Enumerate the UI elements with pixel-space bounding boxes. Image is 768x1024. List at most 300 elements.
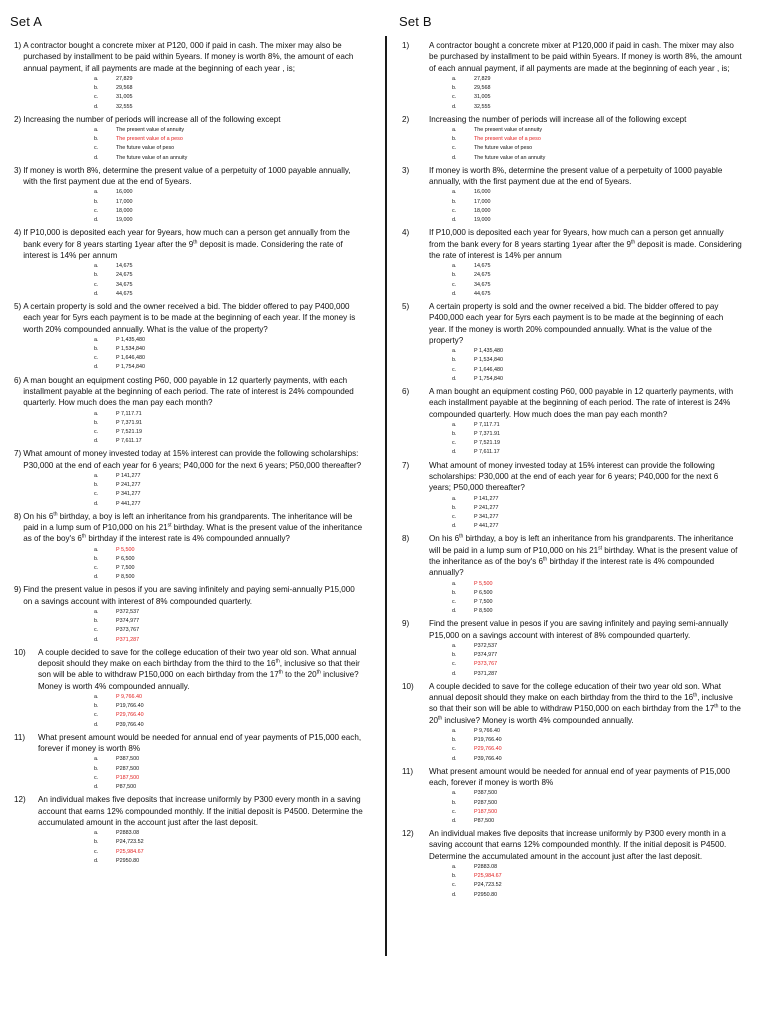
option-letter: d. [452,375,457,382]
question-text [402,227,742,261]
option-value: P25,984.67 [474,873,502,880]
option-letter: a. [452,348,457,355]
option-letter: a. [452,642,457,649]
option-letter: a. [94,830,99,837]
options-list [14,336,366,373]
option-letter: c. [94,207,99,214]
option-item [14,774,366,783]
option-item [14,207,366,216]
set-a-column [14,40,366,868]
option-value: P 1,754,840 [116,364,145,371]
option-item [14,198,366,207]
option-letter: a. [94,472,99,479]
set-b-column [402,40,742,902]
option-value: 29,568 [474,85,491,92]
option-value: 16,000 [474,189,491,196]
option-letter: b. [94,482,99,489]
option-letter: d. [94,574,99,581]
option-item [14,428,366,437]
option-item [402,863,742,872]
option-item [14,345,366,354]
question-body: A couple decided to save for the college education of their two year old son. What annual deposit should they make on each birthday from the third to the 16th, inclusive so that their son will be able to withdraw P150,000 on each birthday from the 17th to the 20th inclusive? Money is worth 4% compounded annually. [429,681,741,725]
question-8 [402,533,742,616]
question-body: On his 6th birthday, a boy is left an inheritance from his grandparents. The inheritance will be paid in a lump sum of P10,000 on his 21st birthday. What is the present value of the inheritance as of the boy's 6th birthday if the interest rate is 4% compounded annually? [23,511,363,544]
option-value: The present value of a peso [116,136,183,143]
option-value: 17,000 [116,198,133,205]
option-value: P287,500 [474,799,498,806]
set-b-title: Set B [399,14,432,29]
option-item [14,838,366,847]
question-8 [14,511,366,583]
options-list [402,642,742,679]
option-value: 14,675 [116,263,133,270]
options-list [402,727,742,764]
option-item [14,693,366,702]
option-item [14,564,366,573]
question-number: 12) [402,829,414,839]
question-5 [402,301,742,384]
question-body: A contractor bought a concrete mixer at P120,000 if paid in cash. The mixer may also be purchased by installment to be paid within 5years. If money is worth 8%, the amount of each annual payment, if all payments are made at the beginning of each year , is; [429,41,742,73]
option-letter: c. [94,491,99,498]
option-value: 16,000 [116,189,133,196]
option-value: P 7,500 [474,598,493,605]
option-value: 18,000 [474,207,491,214]
option-letter: d. [94,857,99,864]
option-value: 19,000 [116,217,133,224]
option-value: The present value of annuity [116,127,185,133]
option-letter: c. [94,848,99,855]
question-number: 1) [402,41,410,50]
option-value: P 141,277 [474,495,499,502]
option-value: P 1,534,840 [474,357,503,364]
option-value: P 1,435,480 [474,348,503,355]
question-10 [402,681,742,764]
option-item [14,419,366,428]
option-letter: b. [94,419,99,426]
question-number: 8) [402,534,410,544]
option-letter: d. [452,670,457,677]
question-text [14,227,366,261]
option-value: P87,500 [116,784,137,791]
option-letter: d. [94,364,99,371]
question-text [14,647,366,692]
options-list [402,789,742,826]
option-value: P39,766.40 [474,755,502,762]
option-value: P 7,521.19 [116,428,142,435]
option-value: The future value of peso [116,145,175,152]
option-value: P 9,766.40 [116,694,142,701]
option-value: 32,555 [474,103,491,110]
question-text [402,165,742,188]
option-letter: d. [94,217,99,224]
option-item [402,817,742,826]
option-value: P 7,117.71 [116,410,142,417]
option-value: P87,500 [474,817,495,824]
question-text [402,301,742,346]
option-value: P 7,500 [116,565,135,572]
option-letter: a. [94,609,99,616]
option-letter: a. [94,756,99,763]
option-item [14,617,366,626]
option-item [14,500,366,509]
question-7 [14,448,366,508]
question-text [402,681,742,726]
option-item [402,103,742,112]
question-7 [402,460,742,532]
option-value: P387,500 [116,756,140,763]
option-letter: c. [452,281,457,288]
option-item [402,439,742,448]
option-letter: a. [452,421,457,428]
option-item [402,144,742,153]
question-number: 2) [14,114,22,124]
option-value: P 5,500 [116,546,135,553]
option-item [14,126,366,135]
question-text [14,511,366,545]
option-item [402,347,742,356]
option-letter: a. [452,790,457,797]
option-value: P 241,277 [474,504,499,511]
option-value: P 1,646,480 [474,366,503,373]
option-value: 44,675 [474,290,491,297]
option-item [402,135,742,144]
question-body: If money is worth 8%, determine the present value of a perpetuity of 1000 payable annually, with the first payment due at the end of 5years. [23,165,351,187]
option-item [14,154,366,163]
question-3 [402,165,742,225]
option-item [14,546,366,555]
option-letter: c. [452,598,457,605]
option-value: 14,675 [474,263,491,270]
option-item [402,188,742,197]
question-number: 11) [402,766,414,776]
option-letter: b. [94,765,99,772]
option-value: P 1,435,480 [116,336,145,343]
question-text [402,460,742,494]
option-value: 24,675 [474,272,491,279]
option-value: P 441,277 [474,523,499,530]
question-number: 5) [402,301,410,311]
option-item [402,736,742,745]
question-number: 3) [14,165,22,175]
option-value: P 6,500 [116,555,135,562]
option-letter: d. [94,154,99,161]
option-value: P374,977 [474,652,498,659]
option-letter: b. [452,873,457,880]
option-item [14,281,366,290]
question-2 [402,114,742,163]
option-item [402,504,742,513]
question-number: 3) [402,165,410,175]
option-letter: d. [452,290,457,297]
option-value: P287,500 [116,765,140,772]
options-list [402,75,742,112]
option-letter: d. [452,103,457,110]
option-letter: c. [452,746,457,753]
option-item [402,727,742,736]
option-value: P 7,611.17 [474,449,500,456]
option-item [402,375,742,384]
option-value: P373,767 [474,661,498,668]
option-letter: c. [452,145,457,152]
option-letter: b. [94,555,99,562]
option-item [14,472,366,481]
option-letter: b. [452,431,457,438]
question-body: On his 6th birthday, a boy is left an inheritance from his grandparents. The inheritance will be paid in a lump sum of P10,000 on his 21st birthday. What is the present value of the inheritance as of the boy's 6th birthday if the interest rate is 4% compounded annually? [429,533,738,578]
option-value: P2950.80 [474,891,498,898]
option-item [14,437,366,446]
option-letter: b. [94,272,99,279]
question-text [402,828,742,862]
options-list [14,188,366,225]
option-value: P187,500 [474,808,498,815]
option-letter: b. [452,799,457,806]
option-value: The future value of an annuity [116,154,188,161]
option-item [402,93,742,102]
option-letter: d. [94,500,99,507]
option-letter: a. [452,189,457,196]
option-item [402,522,742,531]
question-text [14,165,366,188]
option-letter: c. [94,355,99,362]
option-value: 18,000 [116,207,133,214]
option-letter: c. [452,440,457,447]
option-item [402,670,742,679]
option-item [402,84,742,93]
option-value: P19,766.40 [474,737,502,744]
option-item [402,154,742,163]
option-item [402,745,742,754]
option-letter: a. [94,75,99,82]
option-item [402,808,742,817]
question-number: 10) [14,647,26,657]
option-letter: a. [94,694,99,701]
option-letter: a. [94,546,99,553]
option-value: 34,675 [474,281,491,288]
question-text [14,584,366,607]
question-number: 9) [402,619,410,629]
options-list [402,188,742,225]
question-5 [14,301,366,373]
option-value: P2883.08 [474,864,498,871]
option-value: P 141,277 [116,472,141,479]
option-value: 17,000 [474,198,491,205]
option-value: P 7,611.17 [116,438,142,445]
options-list [402,421,742,458]
question-number: 1) [14,41,22,50]
option-value: 31,005 [474,94,491,101]
option-value: P 341,277 [474,513,499,520]
options-list [402,580,742,617]
option-value: P19,766.40 [116,703,144,710]
question-9 [14,584,366,644]
option-value: 27,829 [474,75,491,82]
option-letter: c. [94,94,99,101]
option-item [402,207,742,216]
option-value: P373,767 [116,627,140,634]
option-value: P2883.08 [116,830,140,837]
option-value: 19,000 [474,217,491,224]
question-number: 12) [14,795,26,805]
question-body: If money is worth 8%, determine the present value of a perpetuity of 1000 payable annually, with the first payment due at the end of 5years. [429,165,723,187]
question-text [402,533,742,578]
question-text [402,40,742,74]
question-text [402,114,742,125]
option-item [14,363,366,372]
option-value: P387,500 [474,790,498,797]
option-item [14,608,366,617]
question-body: A man bought an equipment costing P60, 000 payable in 12 quarterly payments, with each installment payable at the beginning of each period. The rate of interest is 24% compounded quarterly. How much does the man pay each month? [23,375,354,408]
options-list [14,755,366,792]
option-item [402,881,742,890]
option-item [402,789,742,798]
option-letter: b. [452,136,457,143]
option-value: P187,500 [116,774,140,781]
option-letter: b. [94,703,99,710]
option-item [402,198,742,207]
question-10 [14,647,366,730]
option-item [402,216,742,225]
option-letter: d. [452,449,457,456]
option-item [14,702,366,711]
option-letter: c. [452,661,457,668]
option-letter: c. [94,428,99,435]
options-list [14,75,366,112]
option-item [402,872,742,881]
options-list [14,262,366,299]
question-body: Increasing the number of periods will increase all of the following except [23,114,281,124]
question-number: 7) [402,460,410,470]
option-value: 24,675 [116,272,133,279]
option-value: P 1,754,840 [474,375,503,382]
question-body: A certain property is sold and the owner received a bid. The bidder offered to pay P400,000 each year for 5yrs each payment is to be made at the beginning of each year. If the money is worth 20% compounded annually. What is the value of the property? [429,301,724,345]
option-letter: c. [452,513,457,520]
option-item [14,765,366,774]
option-value: P 1,646,480 [116,355,145,362]
option-value: P 7,371.91 [116,419,142,426]
option-letter: a. [452,75,457,82]
option-item [402,580,742,589]
question-body: If P10,000 is deposited each year for 9years, how much can a person get annually from the bank every for 8 years starting 1year after the 9th deposit is made. Considering the rate of interest is 14% per annum [23,228,350,260]
option-letter: d. [452,608,457,615]
option-item [14,829,366,838]
option-letter: c. [94,627,99,634]
option-value: The future value of an annuity [474,154,546,161]
option-value: 31,005 [116,94,133,101]
option-letter: a. [452,263,457,270]
option-letter: b. [452,198,457,205]
option-item [14,216,366,225]
option-letter: d. [94,290,99,297]
option-value: P39,766.40 [116,721,144,728]
option-letter: b. [452,504,457,511]
question-text [14,794,366,828]
option-letter: d. [452,755,457,762]
option-item [14,144,366,153]
option-letter: c. [452,207,457,214]
option-value: The present value of annuity [474,127,543,133]
question-body: Find the present value in pesos if you are saving infinitely and paying semi-annually P15,000 on a savings account with interest of 8% compounded quarterly. [23,585,355,606]
option-letter: b. [94,136,99,143]
option-item [402,421,742,430]
option-value: P24,723.52 [474,882,502,889]
option-item [14,848,366,857]
question-number: 10) [402,681,414,691]
question-number: 8) [14,511,22,521]
option-letter: d. [452,217,457,224]
option-letter: c. [94,281,99,288]
option-letter: c. [452,808,457,815]
option-letter: a. [94,189,99,196]
option-item [402,755,742,764]
option-item [14,336,366,345]
option-value: P 8,500 [474,608,493,615]
option-item [402,448,742,457]
option-item [402,607,742,616]
option-letter: b. [452,652,457,659]
question-number: 11) [14,732,26,742]
option-item [402,430,742,439]
question-6 [402,386,742,458]
question-body: A certain property is sold and the owner received a bid. The bidder offered to pay P400,000 each year for 5yrs each payment is to be made at the beginning of each year. If the money is worth 20% compounded annually. What is the value of the property? [23,301,356,334]
option-value: The present value of a peso [474,136,541,143]
question-number: 4) [14,228,22,238]
options-list [14,410,366,447]
option-item [14,188,366,197]
question-text [14,448,366,471]
question-text [402,766,742,789]
options-list [14,126,366,163]
option-letter: a. [452,127,457,133]
option-item [402,356,742,365]
option-item [14,711,366,720]
option-value: P 6,500 [474,589,493,596]
option-value: P29,766.40 [116,712,144,719]
question-4 [14,227,366,299]
question-12 [402,828,742,900]
question-body: Find the present value in pesos if you are saving infinitely and paying semi-annually P15,000 on a savings account with interest of 8% compounded quarterly. [429,619,729,640]
option-value: P 341,277 [116,491,141,498]
options-list [402,495,742,532]
options-list [14,829,366,866]
question-text [14,40,366,74]
options-list [14,546,366,583]
option-letter: a. [94,127,99,133]
option-letter: a. [452,727,457,734]
question-11 [402,766,742,826]
question-body: An individual makes five deposits that increase uniformly by P300 every month in a saving account that earns 12% compounded monthly. If the initial deposit is P4500. Determine the accumulated amount in the account just after the last deposit. [429,829,727,861]
option-value: 32,555 [116,103,133,110]
option-item [14,626,366,635]
question-body: What amount of money invested today at 15% interest can provide the following scholarships: P30,000 at the end of each year for 6 years; P40,000 for the next 6 years; P50,000 thereafter? [23,449,362,470]
option-value: P29,766.40 [474,746,502,753]
option-value: P372,537 [116,609,140,616]
options-list [14,693,366,730]
options-list [402,347,742,384]
option-letter: d. [452,523,457,530]
question-text [402,618,742,641]
question-9 [402,618,742,678]
option-item [402,598,742,607]
option-letter: a. [94,263,99,270]
question-body: An individual makes five deposits that increase uniformly by P300 every month in a saving account that earns 12% compounded monthly. If the initial deposit is P4500. Determine the accumulated amount in the account just after the last deposit. [38,795,363,827]
question-3 [14,165,366,225]
question-body: A contractor bought a concrete mixer at P120, 000 if paid in cash. The mixer may also be purchased by installment to be paid within 5years. If money is worth 8%, the amount of each annual payment, if all payments are made at the beginning of each year , is; [23,41,354,73]
option-value: P 8,500 [116,574,135,581]
question-1 [14,40,366,112]
option-value: P 5,500 [474,580,493,587]
option-value: P 441,277 [116,500,141,507]
option-letter: c. [94,145,99,152]
